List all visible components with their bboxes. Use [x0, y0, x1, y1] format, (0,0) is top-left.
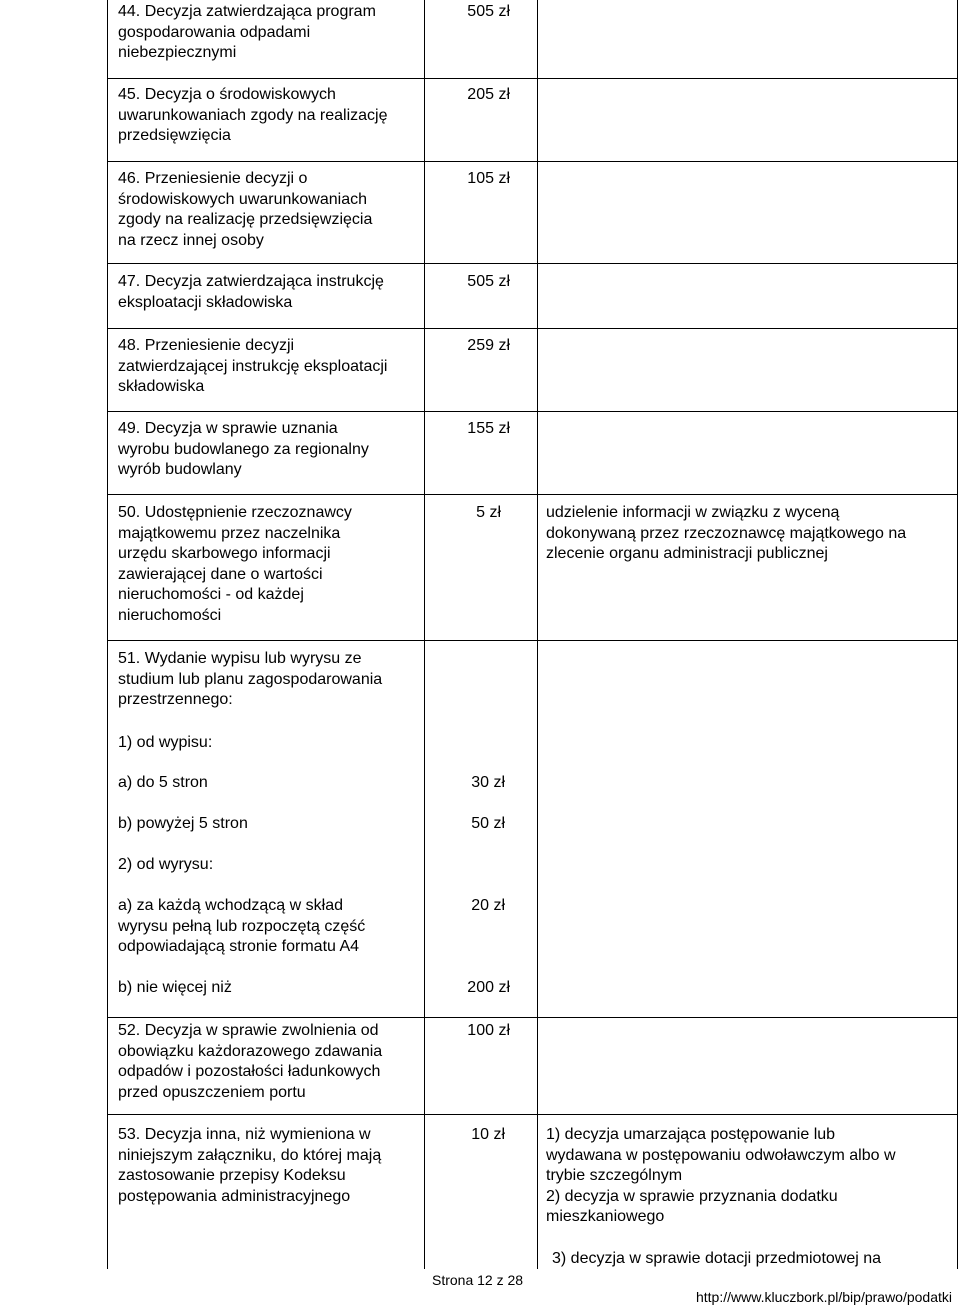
row-50-description: 50. Udostępnienie rzeczoznawcy majątkowemu przez naczelnika urzędu skarbowego informacji zawierającej dane o wartości nieruchomości - od każdej nieruchomości [118, 504, 352, 624]
page-number: Strona 12 z 28 [432, 1272, 524, 1288]
row-47-description: 47. Decyzja zatwierdzająca instrukcję eksploatacji składowiska [118, 273, 384, 311]
row-51-sub-wyrys-a: a) za każdą wchodzącą w skład wyrysu pełną lub rozpoczętą część odpowiadającą stronie formatu A4 [118, 897, 366, 955]
row-53-description: 53. Decyzja inna, niż wymieniona w niniejszym załączniku, do której mają zastosowanie przepisy Kodeksu postępowania administracyjnego [118, 1126, 382, 1205]
row-51-wyrys-b-amount: 200 zł [467, 979, 510, 996]
table-divider-desc-amount [424, 0, 425, 1269]
row-separator [107, 640, 958, 641]
row-47-amount: 505 zł [467, 273, 510, 290]
row-44-amount: 505 zł [467, 3, 510, 20]
row-51-description: 51. Wydanie wypisu lub wyrysu ze studium lub planu zagospodarowania przestrzennego: [118, 650, 383, 708]
row-separator [107, 411, 958, 412]
row-51-wypis-a-amount: 30 zł [471, 774, 505, 791]
row-51-wyrys-a-amount: 20 zł [471, 897, 505, 914]
row-48-description: 48. Przeniesienie decyzji zatwierdzającej instrukcję eksploatacji składowiska [118, 337, 388, 395]
row-50-note: udzielenie informacji w związku z wyceną dokonywaną przez rzeczoznawcę majątkowego na zlecenie organu administracji publicznej [546, 504, 907, 562]
row-49-description: 49. Decyzja w sprawie uznania wyrobu budowlanego za regionalny wyrób budowlany [118, 420, 369, 478]
row-51-sub-wypis-a: a) do 5 stron [118, 774, 208, 791]
row-53-note: 1) decyzja umarzająca postępowanie lub wydawana w postępowaniu odwoławczym albo w trybie szczególnym 2) decyzja w sprawie przyznania dodatku mieszkaniowego [546, 1126, 896, 1225]
row-separator [107, 161, 958, 162]
row-separator [107, 1114, 958, 1115]
table-border-right [957, 0, 958, 1269]
row-51-sub-wyrys-b: b) nie więcej niż [118, 979, 232, 996]
row-48-amount: 259 zł [467, 337, 510, 354]
row-separator [107, 494, 958, 495]
row-separator [107, 1017, 958, 1018]
row-50-amount: 5 zł [476, 504, 501, 521]
row-51-sub-wyrys: 2) od wyrysu: [118, 856, 214, 873]
row-45-amount: 205 zł [467, 86, 510, 103]
row-46-amount: 105 zł [467, 170, 510, 187]
footer-url: http://www.kluczbork.pl/bip/prawo/podatki [695, 1289, 952, 1305]
row-51-sub-wypis: 1) od wypisu: [118, 734, 213, 751]
table-divider-amount-note [537, 0, 538, 1269]
row-53-amount: 10 zł [471, 1126, 505, 1143]
row-45-description: 45. Decyzja o środowiskowych uwarunkowaniach zgody na realizację przedsięwzięcia [118, 86, 388, 144]
row-52-amount: 100 zł [467, 1022, 510, 1039]
row-51-wypis-b-amount: 50 zł [471, 815, 505, 832]
row-52-description: 52. Decyzja w sprawie zwolnienia od obowiązku każdorazowego zdawania odpadów i pozostałości ładunkowych przed opuszczeniem portu [118, 1022, 383, 1101]
table-border-left [107, 0, 108, 1269]
row-49-amount: 155 zł [467, 420, 510, 437]
row-separator [107, 328, 958, 329]
row-44-description: 44. Decyzja zatwierdzająca program gospodarowania odpadami niebezpiecznymi [118, 3, 376, 61]
row-51-sub-wypis-b: b) powyżej 5 stron [118, 815, 248, 832]
row-53-note-continued: 3) decyzja w sprawie dotacji przedmiotowej na [552, 1250, 882, 1267]
row-46-description: 46. Przeniesienie decyzji o środowiskowych uwarunkowaniach zgody na realizację przedsięwzięcia na rzecz innej osoby [118, 170, 373, 249]
row-separator [107, 263, 958, 264]
row-separator [107, 78, 958, 79]
